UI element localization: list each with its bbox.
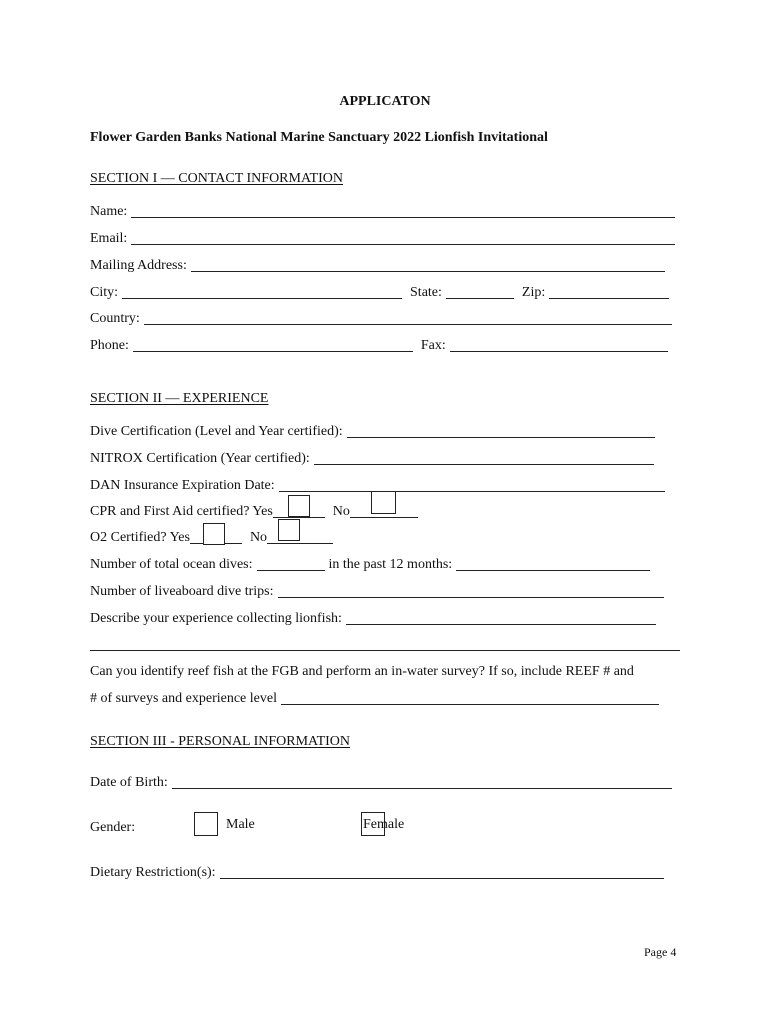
lionfish-experience-field[interactable]: [346, 610, 656, 625]
city-field[interactable]: [122, 284, 402, 299]
o2-no-checkbox[interactable]: [278, 519, 300, 541]
name-row: [90, 200, 675, 220]
ocean-dives-label: Number of total ocean dives:: [90, 557, 253, 572]
cpr-yes-blank: [273, 503, 325, 518]
gender-row: [90, 816, 139, 836]
nitrox-field[interactable]: [314, 450, 654, 465]
ocean-dives-field[interactable]: [257, 556, 325, 571]
country-label: Country:: [90, 311, 140, 326]
reef-question-row-2: [90, 687, 659, 707]
male-checkbox[interactable]: [194, 812, 218, 836]
section-3-heading: SECTION III - PERSONAL INFORMATION: [90, 734, 351, 749]
dietary-row: [90, 861, 664, 881]
ocean-dives-row: [90, 553, 650, 573]
reef-question-text: Can you identify reef fish at the FGB and perform an in-water survey? If so, include REEF # and: [90, 664, 634, 679]
lionfish-experience-row: [90, 607, 656, 627]
zip-field[interactable]: [549, 284, 669, 299]
gender-label: Gender:: [90, 820, 136, 835]
lionfish-experience-label: Describe your experience collecting lionfish:: [90, 611, 342, 626]
liveaboard-field[interactable]: [278, 583, 664, 598]
reef-question-text-2: # of surveys and experience level: [90, 691, 277, 706]
phone-field[interactable]: [133, 337, 413, 352]
mailing-address-label: Mailing Address:: [90, 258, 187, 273]
dive-certification-label: Dive Certification (Level and Year certified):: [90, 424, 343, 439]
dob-row: [90, 771, 672, 791]
state-label: State:: [410, 285, 442, 300]
o2-yes-blank: [190, 529, 242, 544]
name-label: Name:: [90, 204, 128, 219]
dan-insurance-field[interactable]: [279, 477, 665, 492]
reef-survey-field[interactable]: [281, 690, 659, 705]
zip-label: Zip:: [521, 285, 546, 300]
o2-no-label: No: [249, 530, 268, 545]
mailing-address-field[interactable]: [191, 257, 665, 272]
page-number: Page 4: [644, 945, 677, 959]
cpr-label: CPR and First Aid certified? Yes: [90, 504, 273, 519]
dob-label: Date of Birth:: [90, 775, 168, 790]
past-12-months-field[interactable]: [456, 556, 650, 571]
fax-field[interactable]: [450, 337, 668, 352]
email-label: Email:: [90, 231, 128, 246]
o2-row: [90, 526, 333, 546]
section-1-heading: SECTION I — CONTACT INFORMATION: [90, 171, 343, 186]
male-label: Male: [226, 817, 255, 832]
dive-certification-field[interactable]: [347, 423, 655, 438]
city-state-zip-row: [90, 281, 669, 301]
phone-fax-row: [90, 334, 668, 354]
state-field[interactable]: [446, 284, 514, 299]
section-2-heading: SECTION II — EXPERIENCE: [90, 391, 269, 406]
reef-question-row-1: [90, 660, 638, 680]
nitrox-row: [90, 447, 654, 467]
dietary-field[interactable]: [220, 864, 664, 879]
dive-certification-row: [90, 420, 655, 440]
dan-insurance-label: DAN Insurance Expiration Date:: [90, 478, 275, 493]
nitrox-label: NITROX Certification (Year certified):: [90, 451, 310, 466]
email-field[interactable]: [131, 230, 675, 245]
dob-field[interactable]: [172, 774, 672, 789]
city-label: City:: [90, 285, 119, 300]
phone-label: Phone:: [90, 338, 129, 353]
past-12-months-label: in the past 12 months:: [328, 557, 453, 572]
o2-no-blank: [267, 529, 333, 544]
mailing-address-row: [90, 254, 665, 274]
dietary-label: Dietary Restriction(s):: [90, 865, 216, 880]
cpr-no-blank: [350, 503, 418, 518]
lionfish-experience-continuation-line[interactable]: [90, 650, 680, 651]
female-label: Female: [363, 817, 405, 832]
o2-yes-checkbox[interactable]: [203, 523, 225, 545]
name-field[interactable]: [131, 203, 675, 218]
cpr-row: [90, 500, 418, 520]
liveaboard-label: Number of liveaboard dive trips:: [90, 584, 274, 599]
cpr-yes-checkbox[interactable]: [288, 495, 310, 517]
country-row: [90, 307, 672, 327]
liveaboard-row: [90, 580, 664, 600]
cpr-no-checkbox[interactable]: [371, 491, 396, 514]
fax-label: Fax:: [420, 338, 446, 353]
form-title: APPLICATON: [339, 94, 431, 109]
country-field[interactable]: [144, 310, 672, 325]
form-subtitle: Flower Garden Banks National Marine Sanctuary 2022 Lionfish Invitational: [90, 130, 548, 145]
email-row: [90, 227, 675, 247]
cpr-no-label: No: [332, 504, 350, 519]
o2-label: O2 Certified? Yes: [90, 530, 190, 545]
